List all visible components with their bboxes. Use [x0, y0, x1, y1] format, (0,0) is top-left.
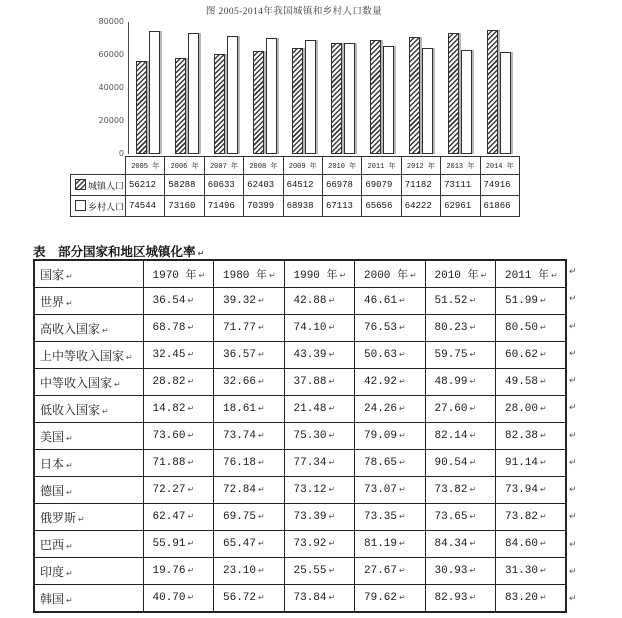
paragraph-mark-icon: ↵ [187, 593, 195, 602]
population-value-cell: 73111 [441, 175, 480, 196]
population-value-cell: 62403 [244, 175, 283, 196]
rural-population-bar [149, 31, 160, 154]
rural-population-bar [188, 33, 199, 154]
urban-population-bar [409, 37, 420, 154]
rate-value-cell: 90.54 ↵ [425, 450, 496, 477]
rate-value-cell: 73.39 ↵ [284, 504, 355, 531]
population-value-cell: 71496 [204, 196, 243, 217]
urban-population-bar [370, 40, 381, 154]
rate-value-cell: 42.88 ↵ [284, 288, 355, 315]
population-value-cell: 62961 [441, 196, 480, 217]
paragraph-mark-icon: ↵ [102, 325, 109, 335]
table-row [34, 423, 566, 450]
hatched-swatch-icon [75, 179, 86, 190]
paragraph-mark-icon: ↵ [187, 404, 195, 413]
table-row [34, 288, 566, 315]
rate-value-cell: 37.88 ↵ [284, 369, 355, 396]
white-swatch-icon [75, 200, 86, 211]
paragraph-mark-icon: ↵ [187, 539, 195, 548]
rate-value-cell: 76.18 ↵ [214, 450, 285, 477]
table-corner-cell [71, 157, 126, 175]
paragraph-mark-icon: ↵ [469, 296, 477, 305]
population-value-cell: 67113 [322, 196, 361, 217]
paragraph-mark-icon: ↵ [469, 458, 477, 467]
rate-value-cell: 51.52 ↵ [425, 288, 496, 315]
bar-group [440, 22, 479, 154]
rate-value-cell: 40.70 ↵ [143, 585, 214, 613]
population-value-cell: 74916 [480, 175, 519, 196]
paragraph-mark-icon: ↵ [66, 541, 73, 551]
y-axis-tick-label: 20000 [98, 116, 124, 125]
rate-value-cell: 73.35 ↵ [355, 504, 426, 531]
paragraph-mark-icon: ↵ [258, 431, 265, 440]
year-header-cell: 2005 年 [126, 157, 165, 175]
year-header-cell: 2011 年 [362, 157, 401, 175]
urban-population-bar [214, 54, 225, 154]
rate-value-cell: 73.07 ↵ [355, 477, 426, 504]
country-name-cell: 印度 ↵ [34, 558, 143, 585]
rate-value-cell: 79.62 ↵ [355, 585, 426, 613]
population-value-cell: 65656 [362, 196, 401, 217]
rate-value-cell: 73.94 ↵ [496, 477, 567, 504]
rate-value-cell: 24.26 ↵ [355, 396, 426, 423]
year-header-cell: 1980 年 ↵ [214, 260, 285, 288]
legend-rural: 乡村人口 [71, 196, 126, 217]
year-header-cell: 2010 年 ↵ [425, 260, 496, 288]
country-name-cell: 世界 ↵ [34, 288, 143, 315]
rate-value-cell: 68.78 ↵ [143, 315, 214, 342]
rate-value-cell: 84.34 ↵ [425, 531, 496, 558]
row-end-paragraph-mark-icon: ↵ [569, 348, 577, 359]
paragraph-mark-icon: ↵ [540, 296, 547, 305]
urban-population-bar [253, 51, 264, 154]
rate-value-cell: 42.92 ↵ [355, 369, 426, 396]
population-value-cell: 73160 [165, 196, 204, 217]
country-name-cell: 俄罗斯 ↵ [34, 504, 143, 531]
year-header-cell: 2009 年 [283, 157, 322, 175]
bar-group [362, 22, 401, 154]
urbanization-table [33, 259, 567, 613]
urban-population-bar [448, 33, 459, 154]
rate-value-cell: 14.82 ↵ [143, 396, 214, 423]
paragraph-mark-icon: ↵ [328, 431, 336, 440]
paragraph-mark-icon: ↵ [187, 431, 195, 440]
rate-value-cell: 55.91 ↵ [143, 531, 214, 558]
country-name-cell: 上中等收入国家 ↵ [34, 342, 143, 369]
country-name-cell: 高收入国家 ↵ [34, 315, 143, 342]
rate-value-cell: 77.34 ↵ [284, 450, 355, 477]
year-header-cell: 2011 年 ↵ [496, 260, 567, 288]
year-header-cell: 2012 年 [401, 157, 440, 175]
table-row [71, 175, 520, 196]
y-axis-tick-label: 0 [118, 149, 124, 158]
rate-value-cell: 75.30 ↵ [284, 423, 355, 450]
urban-population-bar [175, 58, 186, 154]
paragraph-mark-icon: ↵ [66, 460, 73, 470]
rate-value-cell: 74.10 ↵ [284, 315, 355, 342]
paragraph-mark-icon: ↵ [328, 458, 336, 467]
paragraph-mark-icon: ↵ [187, 458, 195, 467]
chart-data-table [70, 156, 520, 217]
rate-value-cell: 80.23 ↵ [425, 315, 496, 342]
paragraph-mark-icon: ↵ [399, 485, 406, 494]
paragraph-mark-icon: ↵ [469, 539, 477, 548]
row-end-paragraph-mark-icon: ↵ [569, 512, 577, 523]
rate-value-cell: 81.19 ↵ [355, 531, 426, 558]
paragraph-mark-icon: ↵ [399, 539, 406, 548]
paragraph-mark-icon: ↵ [399, 377, 406, 386]
row-end-paragraph-mark-icon: ↵ [569, 485, 577, 495]
bar-group [285, 22, 324, 154]
paragraph-mark-icon: ↵ [126, 352, 133, 362]
bar-group [401, 22, 440, 154]
paragraph-mark-icon: ↵ [328, 323, 336, 332]
country-name-cell: 德国 ↵ [34, 477, 143, 504]
paragraph-mark-icon: ↵ [187, 323, 195, 332]
population-value-cell: 58288 [165, 175, 204, 196]
paragraph-mark-icon: ↵ [66, 298, 73, 308]
rural-population-bar [461, 50, 472, 154]
table-title [33, 242, 204, 260]
rate-value-cell: 73.65 ↵ [425, 504, 496, 531]
bar-group [246, 22, 285, 154]
rural-population-bar [227, 36, 238, 154]
paragraph-mark-icon: ↵ [258, 539, 265, 548]
paragraph-mark-icon: ↵ [540, 512, 547, 521]
population-value-cell: 69079 [362, 175, 401, 196]
row-end-paragraph-mark-icon: ↵ [569, 430, 577, 441]
rate-value-cell: 32.45 ↵ [143, 342, 214, 369]
table-row [34, 396, 566, 423]
paragraph-mark-icon: ↵ [540, 323, 547, 332]
table-title-text: 表 部分国家和地区城镇化率 [33, 245, 196, 259]
paragraph-mark-icon: ↵ [469, 485, 477, 494]
table-row [34, 504, 566, 531]
population-value-cell: 74544 [126, 196, 165, 217]
rate-value-cell: 79.09 ↵ [355, 423, 426, 450]
paragraph-mark-icon: ↵ [540, 539, 547, 548]
year-header-cell: 2007 年 [204, 157, 243, 175]
paragraph-mark-icon: ↵ [540, 593, 547, 602]
rate-value-cell: 65.47 ↵ [214, 531, 285, 558]
y-axis-tick-label: 80000 [98, 17, 124, 26]
year-header-cell: 2010 年 [322, 157, 361, 175]
table-row [34, 558, 566, 585]
paragraph-mark-icon: ↵ [469, 404, 477, 413]
rate-value-cell: 71.77 ↵ [214, 315, 285, 342]
rate-value-cell: 23.10 ↵ [214, 558, 285, 585]
paragraph-mark-icon: ↵ [540, 377, 547, 386]
rate-value-cell: 69.75 ↵ [214, 504, 285, 531]
paragraph-mark-icon: ↵ [269, 271, 276, 280]
country-name-cell: 日本 ↵ [34, 450, 143, 477]
table-row [34, 342, 566, 369]
rate-value-cell: 73.84 ↵ [284, 585, 355, 613]
paragraph-mark-icon: ↵ [258, 512, 265, 521]
rate-value-cell: 32.66 ↵ [214, 369, 285, 396]
paragraph-mark-icon: ↵ [187, 566, 195, 575]
rate-value-cell: 71.88 ↵ [143, 450, 214, 477]
population-value-cell: 64512 [283, 175, 322, 196]
country-name-cell: 巴西 ↵ [34, 531, 143, 558]
paragraph-mark-icon: ↵ [399, 296, 406, 305]
paragraph-mark-icon: ↵ [469, 323, 477, 332]
population-value-cell: 61866 [480, 196, 519, 217]
population-value-cell: 56212 [126, 175, 165, 196]
paragraph-mark-icon: ↵ [469, 566, 477, 575]
rate-value-cell: 48.99 ↵ [425, 369, 496, 396]
rural-population-bar [422, 48, 433, 154]
paragraph-mark-icon: ↵ [540, 458, 547, 467]
y-axis-tick-label: 40000 [98, 83, 124, 92]
paragraph-mark-icon: ↵ [328, 296, 336, 305]
urban-population-bar [331, 43, 342, 154]
table-row [34, 585, 566, 613]
paragraph-mark-icon: ↵ [551, 271, 558, 280]
urban-population-bar [136, 61, 147, 154]
rate-value-cell: 60.62 ↵ [496, 342, 567, 369]
paragraph-mark-icon: ↵ [66, 433, 73, 443]
paragraph-mark-icon: ↵ [258, 458, 265, 467]
rate-value-cell: 83.20 ↵ [496, 585, 567, 613]
rate-value-cell: 73.82 ↵ [425, 477, 496, 504]
paragraph-mark-icon: ↵ [66, 568, 73, 578]
rate-value-cell: 18.61 ↵ [214, 396, 285, 423]
rate-value-cell: 84.60 ↵ [496, 531, 567, 558]
paragraph-mark-icon: ↵ [540, 404, 547, 413]
paragraph-mark-icon: ↵ [187, 377, 195, 386]
population-value-cell: 70399 [244, 196, 283, 217]
year-header-cell: 1970 年 ↵ [143, 260, 214, 288]
rate-value-cell: 25.55 ↵ [284, 558, 355, 585]
rate-value-cell: 59.75 ↵ [425, 342, 496, 369]
paragraph-mark-icon: ↵ [102, 406, 109, 416]
paragraph-mark-icon: ↵ [540, 431, 547, 440]
y-axis-tick-label: 60000 [98, 50, 124, 59]
table-row [34, 477, 566, 504]
year-header-cell: 2014 年 [480, 157, 519, 175]
rate-value-cell: 28.82 ↵ [143, 369, 214, 396]
paragraph-mark-icon: ↵ [540, 485, 547, 494]
table-row [34, 315, 566, 342]
rate-value-cell: 73.74 ↵ [214, 423, 285, 450]
paragraph-mark-icon: ↵ [339, 271, 347, 280]
rate-value-cell: 62.47 ↵ [143, 504, 214, 531]
paragraph-mark-icon: ↵ [469, 593, 477, 602]
bar-chart [70, 0, 518, 156]
year-header-cell: 1990 年 ↵ [284, 260, 355, 288]
rate-value-cell: 56.72 ↵ [214, 585, 285, 613]
paragraph-mark-icon: ↵ [399, 323, 406, 332]
paragraph-mark-icon: ↵ [328, 512, 336, 521]
rate-value-cell: 73.60 ↵ [143, 423, 214, 450]
table-row [34, 369, 566, 396]
rate-value-cell: 73.92 ↵ [284, 531, 355, 558]
rate-value-cell: 21.48 ↵ [284, 396, 355, 423]
rate-value-cell: 82.38 ↵ [496, 423, 567, 450]
paragraph-mark-icon: ↵ [66, 487, 73, 497]
paragraph-mark-icon: ↵ [187, 485, 195, 494]
paragraph-mark-icon: ↵ [328, 539, 336, 548]
bar-group [207, 22, 246, 154]
paragraph-mark-icon: ↵ [328, 404, 336, 413]
rate-value-cell: 36.57 ↵ [214, 342, 285, 369]
rural-population-bar [266, 38, 277, 154]
figure-title: 图 2005-2014年我国城镇和乡村人口数量 [205, 7, 383, 17]
paragraph-mark-icon: ↵ [258, 377, 265, 386]
row-end-paragraph-mark-icon: ↵ [569, 594, 577, 604]
rate-value-cell: 39.32 ↵ [214, 288, 285, 315]
paragraph-mark-icon: ↵ [114, 379, 121, 389]
header-row [34, 260, 566, 288]
rate-value-cell: 91.14 ↵ [496, 450, 567, 477]
paragraph-mark-icon: ↵ [480, 271, 488, 280]
paragraph-mark-icon: ↵ [187, 512, 195, 521]
paragraph-mark-icon: ↵ [540, 350, 547, 359]
population-value-cell: 71182 [401, 175, 440, 196]
paragraph-mark-icon: ↵ [399, 431, 406, 440]
row-end-paragraph-mark-icon: ↵ [569, 267, 577, 277]
row-end-paragraph-mark-icon: ↵ [569, 294, 577, 305]
table-row [34, 531, 566, 558]
year-header-cell: 2000 年 ↵ [355, 260, 426, 288]
rural-population-bar [383, 46, 394, 154]
paragraph-mark-icon: ↵ [399, 350, 406, 359]
paragraph-mark-icon: ↵ [197, 249, 205, 258]
bar-group [479, 22, 518, 154]
paragraph-mark-icon: ↵ [187, 296, 195, 305]
paragraph-mark-icon: ↵ [187, 350, 195, 359]
population-value-cell: 68938 [283, 196, 322, 217]
population-value-cell: 64222 [401, 196, 440, 217]
row-end-paragraph-mark-icon: ↵ [569, 566, 577, 577]
population-value-cell: 60633 [204, 175, 243, 196]
row-end-paragraph-mark-icon: ↵ [569, 457, 577, 468]
rural-population-bar [500, 52, 511, 154]
country-name-cell: 中等收入国家 ↵ [34, 369, 143, 396]
paragraph-mark-icon: ↵ [399, 593, 406, 602]
paragraph-mark-icon: ↵ [328, 350, 336, 359]
row-end-paragraph-mark-icon: ↵ [569, 539, 577, 550]
rate-value-cell: 27.67 ↵ [355, 558, 426, 585]
rate-value-cell: 43.39 ↵ [284, 342, 355, 369]
paragraph-mark-icon: ↵ [258, 566, 265, 575]
row-end-paragraph-mark-icon: ↵ [569, 403, 577, 414]
country-header-cell: 国家 ↵ [34, 260, 143, 288]
paragraph-mark-icon: ↵ [328, 485, 336, 494]
rate-value-cell: 30.93 ↵ [425, 558, 496, 585]
paragraph-mark-icon: ↵ [469, 512, 477, 521]
rate-value-cell: 28.00 ↵ [496, 396, 567, 423]
rate-value-cell: 46.61 ↵ [355, 288, 426, 315]
rate-value-cell: 72.27 ↵ [143, 477, 214, 504]
rate-value-cell: 73.12 ↵ [284, 477, 355, 504]
paragraph-mark-icon: ↵ [78, 514, 85, 524]
urban-population-bar [487, 30, 498, 154]
year-header-cell: 2013 年 [441, 157, 480, 175]
table-row [71, 196, 520, 217]
rate-value-cell: 31.30 ↵ [496, 558, 567, 585]
paragraph-mark-icon: ↵ [469, 377, 477, 386]
paragraph-mark-icon: ↵ [258, 593, 265, 602]
bar-group [324, 22, 363, 154]
paragraph-mark-icon: ↵ [328, 566, 336, 575]
row-end-paragraph-mark-icon: ↵ [569, 376, 577, 386]
year-header-cell: 2006 年 [165, 157, 204, 175]
paragraph-mark-icon: ↵ [258, 296, 265, 305]
rate-value-cell: 73.82 ↵ [496, 504, 567, 531]
paragraph-mark-icon: ↵ [399, 458, 406, 467]
rate-value-cell: 82.93 ↵ [425, 585, 496, 613]
paragraph-mark-icon: ↵ [399, 404, 406, 413]
paragraph-mark-icon: ↵ [399, 512, 406, 521]
country-name-cell: 韩国 ↵ [34, 585, 143, 613]
chart-bars [129, 22, 518, 154]
country-name-cell: 美国 ↵ [34, 423, 143, 450]
rate-value-cell: 49.58 ↵ [496, 369, 567, 396]
rate-value-cell: 19.76 ↵ [143, 558, 214, 585]
paragraph-mark-icon: ↵ [328, 377, 336, 386]
rate-value-cell: 36.54 ↵ [143, 288, 214, 315]
rural-population-bar [344, 43, 355, 154]
rate-value-cell: 80.50 ↵ [496, 315, 567, 342]
rate-value-cell: 76.53 ↵ [355, 315, 426, 342]
rate-value-cell: 27.60 ↵ [425, 396, 496, 423]
paragraph-mark-icon: ↵ [469, 431, 477, 440]
row-end-paragraph-mark-icon: ↵ [569, 321, 577, 332]
population-value-cell: 66978 [322, 175, 361, 196]
rural-population-bar [305, 40, 316, 154]
paragraph-mark-icon: ↵ [66, 271, 73, 281]
paragraph-mark-icon: ↵ [66, 595, 73, 605]
urban-population-bar [292, 48, 303, 154]
legend-urban: 城镇人口 [71, 175, 126, 196]
paragraph-mark-icon: ↵ [469, 350, 477, 359]
paragraph-mark-icon: ↵ [328, 593, 336, 602]
country-name-cell: 低收入国家 ↵ [34, 396, 143, 423]
rate-value-cell: 72.84 ↵ [214, 477, 285, 504]
paragraph-mark-icon: ↵ [258, 350, 265, 359]
paragraph-mark-icon: ↵ [258, 323, 265, 332]
paragraph-mark-icon: ↵ [399, 566, 406, 575]
year-header-cell: 2008 年 [244, 157, 283, 175]
paragraph-mark-icon: ↵ [410, 271, 417, 280]
rate-value-cell: 50.63 ↵ [355, 342, 426, 369]
bar-group [168, 22, 207, 154]
rate-value-cell: 78.65 ↵ [355, 450, 426, 477]
paragraph-mark-icon: ↵ [258, 485, 265, 494]
table-row [34, 450, 566, 477]
bar-group [129, 22, 168, 154]
rate-value-cell: 51.99 ↵ [496, 288, 567, 315]
rate-value-cell: 82.14 ↵ [425, 423, 496, 450]
paragraph-mark-icon: ↵ [198, 271, 206, 280]
paragraph-mark-icon: ↵ [540, 566, 547, 575]
paragraph-mark-icon: ↵ [258, 404, 265, 413]
